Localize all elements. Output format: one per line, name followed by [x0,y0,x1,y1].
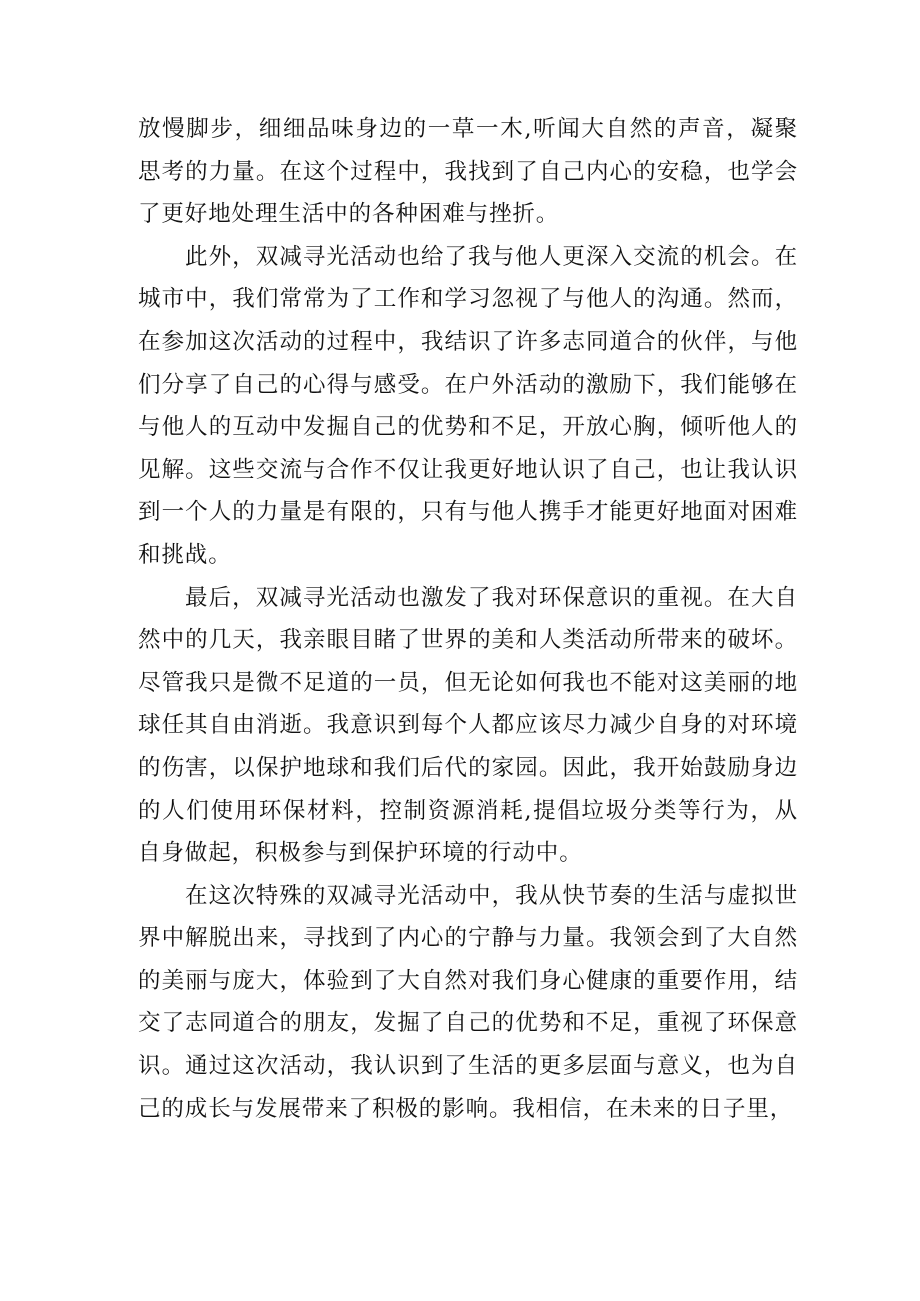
paragraph-4: 在这次特殊的双减寻光活动中，我从快节奏的生活与虚拟世界中解脱出来，寻找到了内心的宁静与力量。我领会到了大自然的美丽与庞大，体验到了大自然对我们身心健康的重要作用，结交了志同道合的朋友，发掘了自己的优势和不足，重视了环保意识。通过这次活动，我认识到了生活的更多层面与意义，也为自己的成长与发展带来了积极的影响。我相信，在未来的日子里， [138,882,798,1122]
paragraph-1: 放慢脚步，细细品味身边的一草一木,听闻大自然的声音，凝聚思考的力量。在这个过程中，我找到了自己内心的安稳，也学会了更好地处理生活中的各种困难与挫折。 [138,116,798,228]
document-body [138,108,798,1130]
paragraph-2: 此外，双减寻光活动也给了我与他人更深入交流的机会。在城市中，我们常常为了工作和学习忽视了与他人的沟通。然而，在参加这次活动的过程中，我结识了许多志同道合的伙伴，与他们分享了自己的心得与感受。在户外活动的激励下，我们能够在与他人的互动中发掘自己的优势和不足，开放心胸，倾听他人的见解。这些交流与合作不仅让我更好地认识了自己，也让我认识到一个人的力量是有限的，只有与他人携手才能更好地面对困难和挑战。 [138,243,798,568]
paragraph-3: 最后，双减寻光活动也激发了我对环保意识的重视。在大自然中的几天，我亲眼目睹了世界的美和人类活动所带来的破坏。尽管我只是微不足道的一员，但无论如何我也不能对这美丽的地球任其自由消逝。我意识到每个人都应该尽力减少自身的对环境的伤害，以保护地球和我们后代的家园。因此，我开始鼓励身边的人们使用环保材料，控制资源消耗,提倡垃圾分类等行为，从自身做起，积极参与到保护环境的行动中。 [138,584,798,867]
